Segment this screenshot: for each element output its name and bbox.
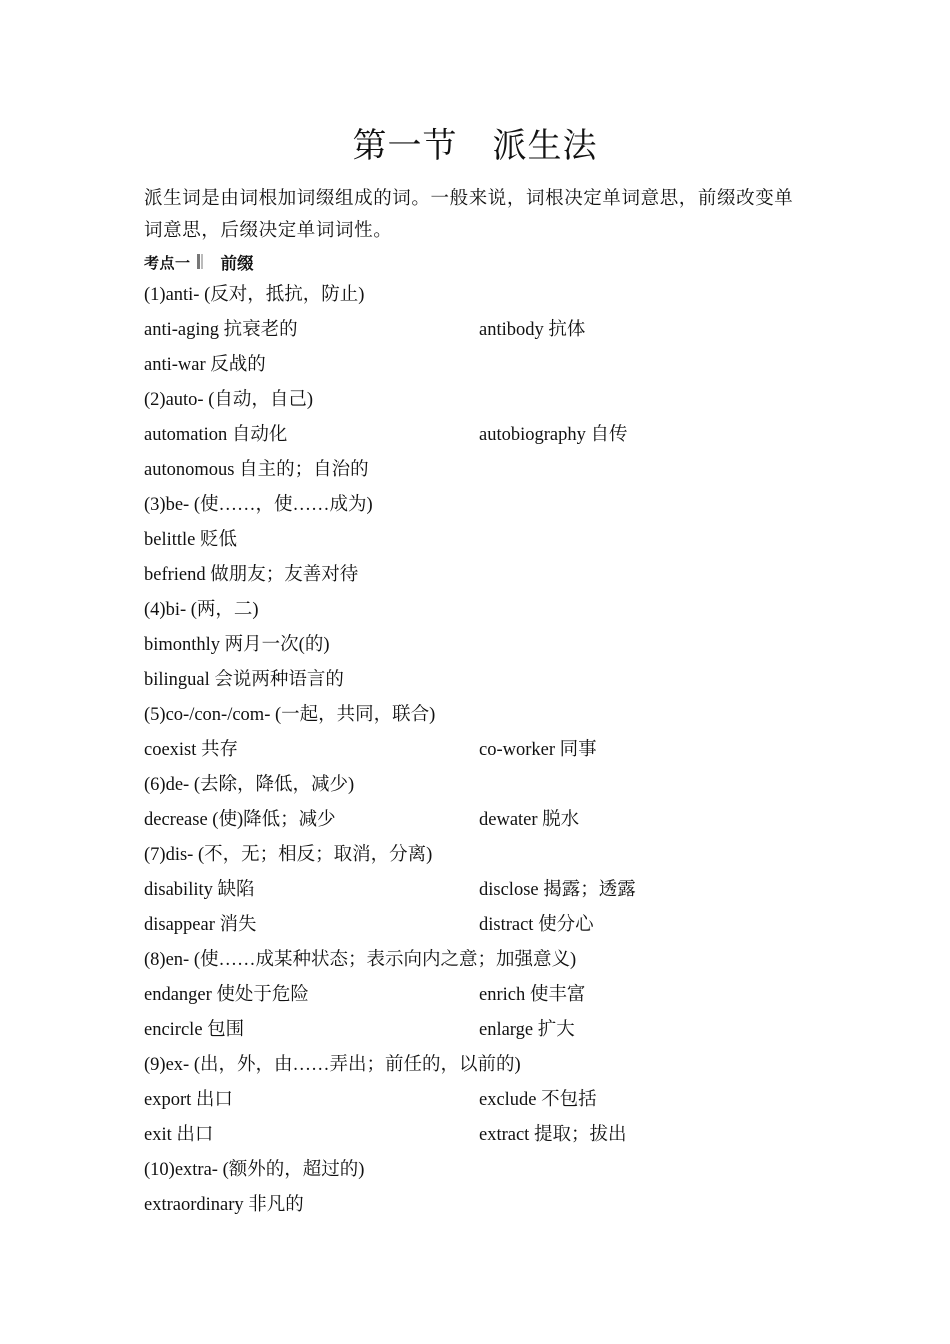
word-entry: exit 出口 [144, 1125, 214, 1145]
word-row [144, 453, 824, 488]
prefix-heading [144, 768, 824, 803]
prefix-heading [144, 593, 824, 628]
word-entry: belittle 贬低 [144, 530, 237, 550]
word-pair-row [144, 803, 824, 838]
word-entry: export 出口 [144, 1090, 233, 1110]
word-row [144, 558, 824, 593]
intro-paragraph: 派生词是由词根加词缀组成的词。一般来说，词根决定单词意思，前缀改变单词意思，后缀决定单词词性。 [144, 189, 794, 241]
prefix-heading [144, 838, 824, 873]
word-entry: encircle 包围 [144, 1020, 245, 1040]
word-row [144, 1188, 824, 1223]
prefix-heading [144, 943, 824, 978]
word-pair-row [144, 873, 824, 908]
word-entry: coexist 共存 [144, 740, 239, 760]
prefix-heading [144, 383, 824, 418]
prefix-heading-text: (7)dis- (不，无；相反；取消，分离) [144, 845, 433, 865]
page-title: 第一节 派生法 [352, 128, 598, 165]
prefix-heading-text: (2)auto- (自动，自己) [144, 390, 314, 410]
word-row [144, 663, 824, 698]
word-entry: automation 自动化 [144, 425, 288, 445]
word-entry: co-worker 同事 [479, 740, 597, 760]
word-list [144, 278, 824, 1223]
prefix-heading [144, 1153, 824, 1188]
word-entry: autonomous 自主的；自治的 [144, 460, 369, 480]
word-pair-row [144, 1083, 824, 1118]
word-row [144, 523, 824, 558]
word-pair-row [144, 418, 824, 453]
word-entry: antibody 抗体 [479, 320, 586, 340]
prefix-heading-text: (5)co-/con-/com- (一起，共同，联合) [144, 705, 436, 725]
word-pair-row [144, 978, 824, 1013]
section-marker-icon [197, 254, 203, 269]
word-entry: disclose 揭露；透露 [479, 880, 636, 900]
prefix-heading-text: (8)en- (使……成某种状态；表示向内之意；加强意义) [144, 950, 577, 970]
word-pair-row [144, 313, 824, 348]
prefix-heading-text: (3)be- (使……，使……成为) [144, 495, 373, 515]
section-label: 考点一 [144, 253, 191, 272]
word-row [144, 628, 824, 663]
word-entry: autobiography 自传 [479, 425, 628, 445]
prefix-heading [144, 278, 824, 313]
word-entry: distract 使分心 [479, 915, 594, 935]
word-entry: endanger 使处于危险 [144, 985, 309, 1005]
word-entry: befriend 做朋友；友善对待 [144, 565, 359, 585]
section-title: 前缀 [220, 254, 254, 273]
prefix-heading-text: (4)bi- (两，二) [144, 600, 259, 620]
word-entry: decrease (使)降低；减少 [144, 810, 336, 830]
word-pair-row [144, 733, 824, 768]
word-pair-row [144, 1118, 824, 1153]
word-entry: dewater 脱水 [479, 810, 580, 830]
word-pair-row [144, 908, 824, 943]
prefix-heading-text: (1)anti- (反对，抵抗，防止) [144, 285, 365, 305]
prefix-heading-text: (9)ex- (出，外，由……弄出；前任的，以前的) [144, 1055, 521, 1075]
word-entry: extract 提取；拔出 [479, 1125, 627, 1145]
word-entry: enrich 使丰富 [479, 985, 586, 1005]
word-entry: disability 缺陷 [144, 880, 255, 900]
prefix-heading [144, 1048, 824, 1083]
prefix-heading-text: (10)extra- (额外的，超过的) [144, 1160, 365, 1180]
prefix-heading [144, 488, 824, 523]
word-entry: bimonthly 两月一次(的) [144, 635, 330, 655]
word-row [144, 348, 824, 383]
section-heading [144, 247, 254, 277]
prefix-heading-text: (6)de- (去除，降低，减少) [144, 775, 355, 795]
word-pair-row [144, 1013, 824, 1048]
word-entry: extraordinary 非凡的 [144, 1195, 304, 1215]
prefix-heading [144, 698, 824, 733]
word-entry: exclude 不包括 [479, 1090, 597, 1110]
word-entry: anti-war 反战的 [144, 355, 266, 375]
word-entry: bilingual 会说两种语言的 [144, 670, 344, 690]
word-entry: disappear 消失 [144, 915, 257, 935]
word-entry: enlarge 扩大 [479, 1020, 575, 1040]
word-entry: anti-aging 抗衰老的 [144, 320, 298, 340]
